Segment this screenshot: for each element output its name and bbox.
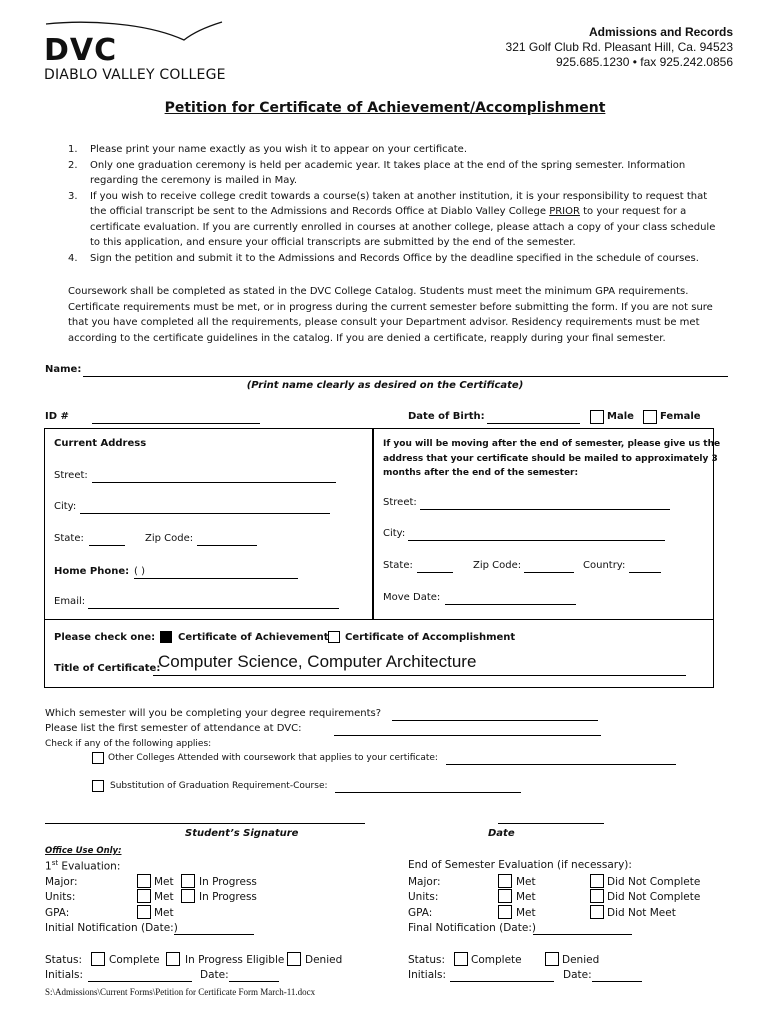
semester-question: Which semester will you be completing your degree requirements? [45, 708, 382, 719]
instruction-number: 3. [68, 190, 78, 202]
eval2-initials-field[interactable] [450, 981, 554, 982]
eval2-date-field[interactable] [592, 981, 642, 982]
eval1-complete-checkbox[interactable] [91, 952, 105, 966]
eval2-status-label: Status: [408, 954, 445, 966]
instruction-line: Only one graduation ceremony is held per academic year. It takes place at the end of the spring semester. Information [90, 159, 686, 171]
eval2-units-met-label: Met [516, 891, 536, 903]
eval1-date-field[interactable] [229, 981, 279, 982]
instruction-line: certificate evaluation. If you are currently enrolled in courses at another college, please attach a copy of your class schedule [90, 221, 716, 233]
accomplishment-label: Certificate of Accomplishment [345, 632, 516, 643]
office-phone-fax: 925.685.1230 • fax 925.242.0856 [555, 55, 733, 69]
moving-zip-field[interactable] [524, 572, 574, 573]
coursework-line: Certificate requirements must be met, or in progress during the current semester before submitting the form. If you are not sure [68, 301, 713, 313]
eval2-major-label: Major: [408, 876, 441, 888]
city-label: City: [54, 501, 77, 512]
first-semester-field[interactable] [334, 735, 601, 736]
coursework-line: according to the certificate guidelines in the catalog. If you are denied a certificate, reapply during your final semester. [68, 332, 666, 344]
eval2-complete-checkbox[interactable] [454, 952, 468, 966]
instruction-line: Please print your name exactly as you wish it to appear on your certificate. [90, 144, 468, 155]
eval1-in-progress-eligible-label: In Progress Eligible [185, 954, 285, 966]
certificate-title-field[interactable] [153, 675, 686, 676]
eval2-major-dnc-checkbox[interactable] [590, 874, 604, 888]
eval1-heading-sup: st [51, 859, 59, 867]
certificate-title-value[interactable]: Computer Science, Computer Architecture [158, 652, 477, 671]
signature-label: Student’s Signature [185, 828, 299, 839]
other-colleges-checkbox[interactable] [92, 752, 104, 764]
zip-label: Zip Code: [145, 533, 194, 544]
move-date-label: Move Date: [383, 592, 441, 603]
moving-country-label: Country: [583, 560, 626, 571]
eval2-denied-label: Denied [562, 954, 600, 966]
eval1-heading-num: 1 [45, 860, 52, 873]
eval1-major-label: Major: [45, 876, 78, 888]
instruction-number: 4. [68, 252, 78, 264]
moving-city-label: City: [383, 528, 406, 539]
accomplishment-checkbox[interactable] [328, 631, 340, 643]
coursework-line: that you have completed all the requirements, please consult your Department advisor. Residency requirements must be met [68, 317, 700, 328]
street-label: Street: [54, 470, 88, 481]
eval2-units-dnc-label: Did Not Complete [607, 891, 701, 903]
eval2-gpa-dnm-checkbox[interactable] [590, 905, 604, 919]
eval2-date-label: Date: [563, 969, 592, 981]
eval2-major-met-checkbox[interactable] [498, 874, 512, 888]
moving-street-field[interactable] [420, 509, 670, 510]
moving-street-label: Street: [383, 497, 417, 508]
moving-note-line: address that your certificate should be mailed to approximately 3 [383, 453, 718, 464]
street-field[interactable] [92, 482, 336, 483]
moving-note-line: If you will be moving after the end of semester, please give us the [383, 439, 721, 449]
email-field[interactable] [88, 608, 339, 609]
male-label: Male [607, 411, 634, 422]
instruction-line: regarding the ceremony is mailed in May. [90, 175, 298, 186]
phone-area-code: ( ) [134, 566, 145, 577]
id-label: ID # [45, 411, 69, 422]
final-notification-field[interactable] [533, 934, 632, 935]
eval1-gpa-met-label: Met [154, 907, 174, 919]
instruction-item [68, 251, 748, 267]
eval2-units-met-checkbox[interactable] [498, 889, 512, 903]
moving-note-line: months after the end of the semester: [383, 468, 579, 478]
eval1-units-met-checkbox[interactable] [137, 889, 151, 903]
instruction-line: If you wish to receive college credit towards a course(s) taken at another institution, it is your responsibility to request that [90, 190, 708, 202]
city-field[interactable] [80, 513, 330, 514]
initial-notification-label: Initial Notification (Date:) [45, 922, 178, 934]
zip-field[interactable] [197, 545, 257, 546]
home-phone-label: Home Phone: [54, 566, 130, 577]
eval1-gpa-label: GPA: [45, 907, 70, 919]
moving-state-field[interactable] [417, 572, 453, 573]
eval1-gpa-met-checkbox[interactable] [137, 905, 151, 919]
eval2-denied-checkbox[interactable] [545, 952, 559, 966]
moving-state-label: State: [383, 560, 413, 571]
female-label: Female [660, 411, 701, 422]
logo-college-name: DIABLO VALLEY COLLEGE [44, 67, 226, 83]
eval1-major-met-label: Met [154, 876, 174, 888]
eval1-heading [45, 859, 120, 873]
other-colleges-label: Other Colleges Attended with coursework that applies to your certificate: [108, 753, 438, 763]
eval1-major-inprogress-label: In Progress [199, 876, 257, 888]
eval1-complete-label: Complete [109, 954, 160, 966]
check-if-label: Check if any of the following applies: [45, 739, 212, 749]
eval2-units-dnc-checkbox[interactable] [590, 889, 604, 903]
instruction-number: 1. [68, 144, 78, 155]
eval1-initials-field[interactable] [88, 981, 192, 982]
office-use-label: Office Use Only: [45, 846, 122, 856]
instruction-line: Sign the petition and submit it to the Admissions and Records Office by the deadline specified in the schedule of courses. [90, 252, 699, 264]
current-address-panel [44, 428, 373, 620]
eval1-initials-label: Initials: [45, 969, 84, 981]
moving-country-field[interactable] [629, 572, 661, 573]
eval2-initials-label: Initials: [408, 969, 447, 981]
id-field[interactable] [92, 423, 260, 424]
instruction-line: to this application, and ensure your official transcripts are submitted by the end of the semester. [90, 237, 576, 248]
eval1-units-inprogress-label: In Progress [199, 891, 257, 903]
eval2-units-label: Units: [408, 891, 439, 903]
first-semester-question: Please list the first semester of attendance at DVC: [45, 723, 302, 734]
substitution-label: Substitution of Graduation Requirement-Course: [110, 781, 328, 791]
prior-emphasis: PRIOR [549, 206, 580, 217]
eval2-gpa-label: GPA: [408, 907, 433, 919]
eval2-heading: End of Semester Evaluation (if necessary): [408, 859, 632, 871]
eval2-gpa-met-label: Met [516, 907, 536, 919]
eval1-units-inprogress-checkbox[interactable] [181, 889, 195, 903]
signature-date-line[interactable] [498, 823, 604, 824]
eval1-major-inprogress-checkbox[interactable] [181, 874, 195, 888]
state-label: State: [54, 533, 84, 544]
moving-city-field[interactable] [408, 540, 665, 541]
signature-line[interactable] [45, 823, 365, 824]
email-label: Email: [54, 596, 86, 607]
moving-note [383, 437, 720, 481]
eval1-in-progress-eligible-checkbox[interactable] [166, 952, 180, 966]
female-checkbox[interactable] [643, 410, 657, 424]
dob-field[interactable] [487, 423, 580, 424]
state-field[interactable] [89, 545, 125, 546]
instruction-item [68, 189, 748, 251]
eval1-denied-checkbox[interactable] [287, 952, 301, 966]
office-name: Admissions and Records [588, 25, 733, 39]
eval1-major-met-checkbox[interactable] [137, 874, 151, 888]
eval1-date-label: Date: [200, 969, 229, 981]
name-field[interactable] [83, 376, 728, 377]
eval2-major-met-label: Met [516, 876, 536, 888]
initial-notification-field[interactable] [174, 934, 254, 935]
home-phone-field[interactable] [134, 578, 298, 579]
current-address-heading: Current Address [54, 438, 147, 449]
certificate-title-label: Title of Certificate: [54, 663, 161, 674]
instruction-item [68, 142, 748, 158]
eval2-complete-label: Complete [471, 954, 522, 966]
moving-zip-label: Zip Code: [473, 560, 522, 571]
office-address: 321 Golf Club Rd. Pleasant Hill, Ca. 94523 [505, 40, 733, 54]
instruction-number: 2. [68, 159, 78, 171]
logo-dvc: DVC [44, 33, 118, 68]
eval1-units-label: Units: [45, 891, 76, 903]
eval1-units-met-label: Met [154, 891, 174, 903]
move-date-field[interactable] [445, 604, 576, 605]
check-one-label: Please check one: [54, 632, 156, 643]
eval1-status-label: Status: [45, 954, 82, 966]
name-hint: (Print name clearly as desired on the Certificate) [246, 380, 524, 391]
eval2-major-dnc-label: Did Not Complete [607, 876, 701, 888]
instructions-list [68, 142, 748, 266]
eval1-denied-label: Denied [305, 954, 343, 966]
achievement-checkbox[interactable] [160, 631, 172, 643]
instruction-item [68, 158, 748, 189]
instruction-line: the official transcript be sent to the Admissions and Records Office at Diablo Valley College PRIOR to your request for a [90, 206, 687, 217]
dob-label: Date of Birth: [408, 411, 485, 422]
eval2-gpa-dnm-label: Did Not Meet [607, 907, 676, 919]
final-notification-label: Final Notification (Date:) [408, 922, 536, 934]
male-checkbox[interactable] [590, 410, 604, 424]
achievement-label: Certificate of Achievement [178, 632, 329, 643]
coursework-paragraph [68, 284, 713, 346]
substitution-field[interactable] [335, 792, 521, 793]
name-label: Name: [45, 364, 82, 375]
semester-field[interactable] [392, 720, 598, 721]
signature-date-label: Date [488, 828, 515, 839]
other-colleges-field[interactable] [446, 764, 676, 765]
footer-file-path: S:\Admissions\Current Forms\Petition for Certificate Form March-11.docx [45, 987, 316, 997]
eval1-heading-rest: Evaluation: [58, 860, 121, 873]
page-title: Petition for Certificate of Achievement/Accomplishment [164, 100, 606, 116]
eval2-gpa-met-checkbox[interactable] [498, 905, 512, 919]
coursework-line: Coursework shall be completed as stated in the DVC College Catalog. Students must meet the minimum GPA requirements. [68, 286, 689, 297]
substitution-checkbox[interactable] [92, 780, 104, 792]
